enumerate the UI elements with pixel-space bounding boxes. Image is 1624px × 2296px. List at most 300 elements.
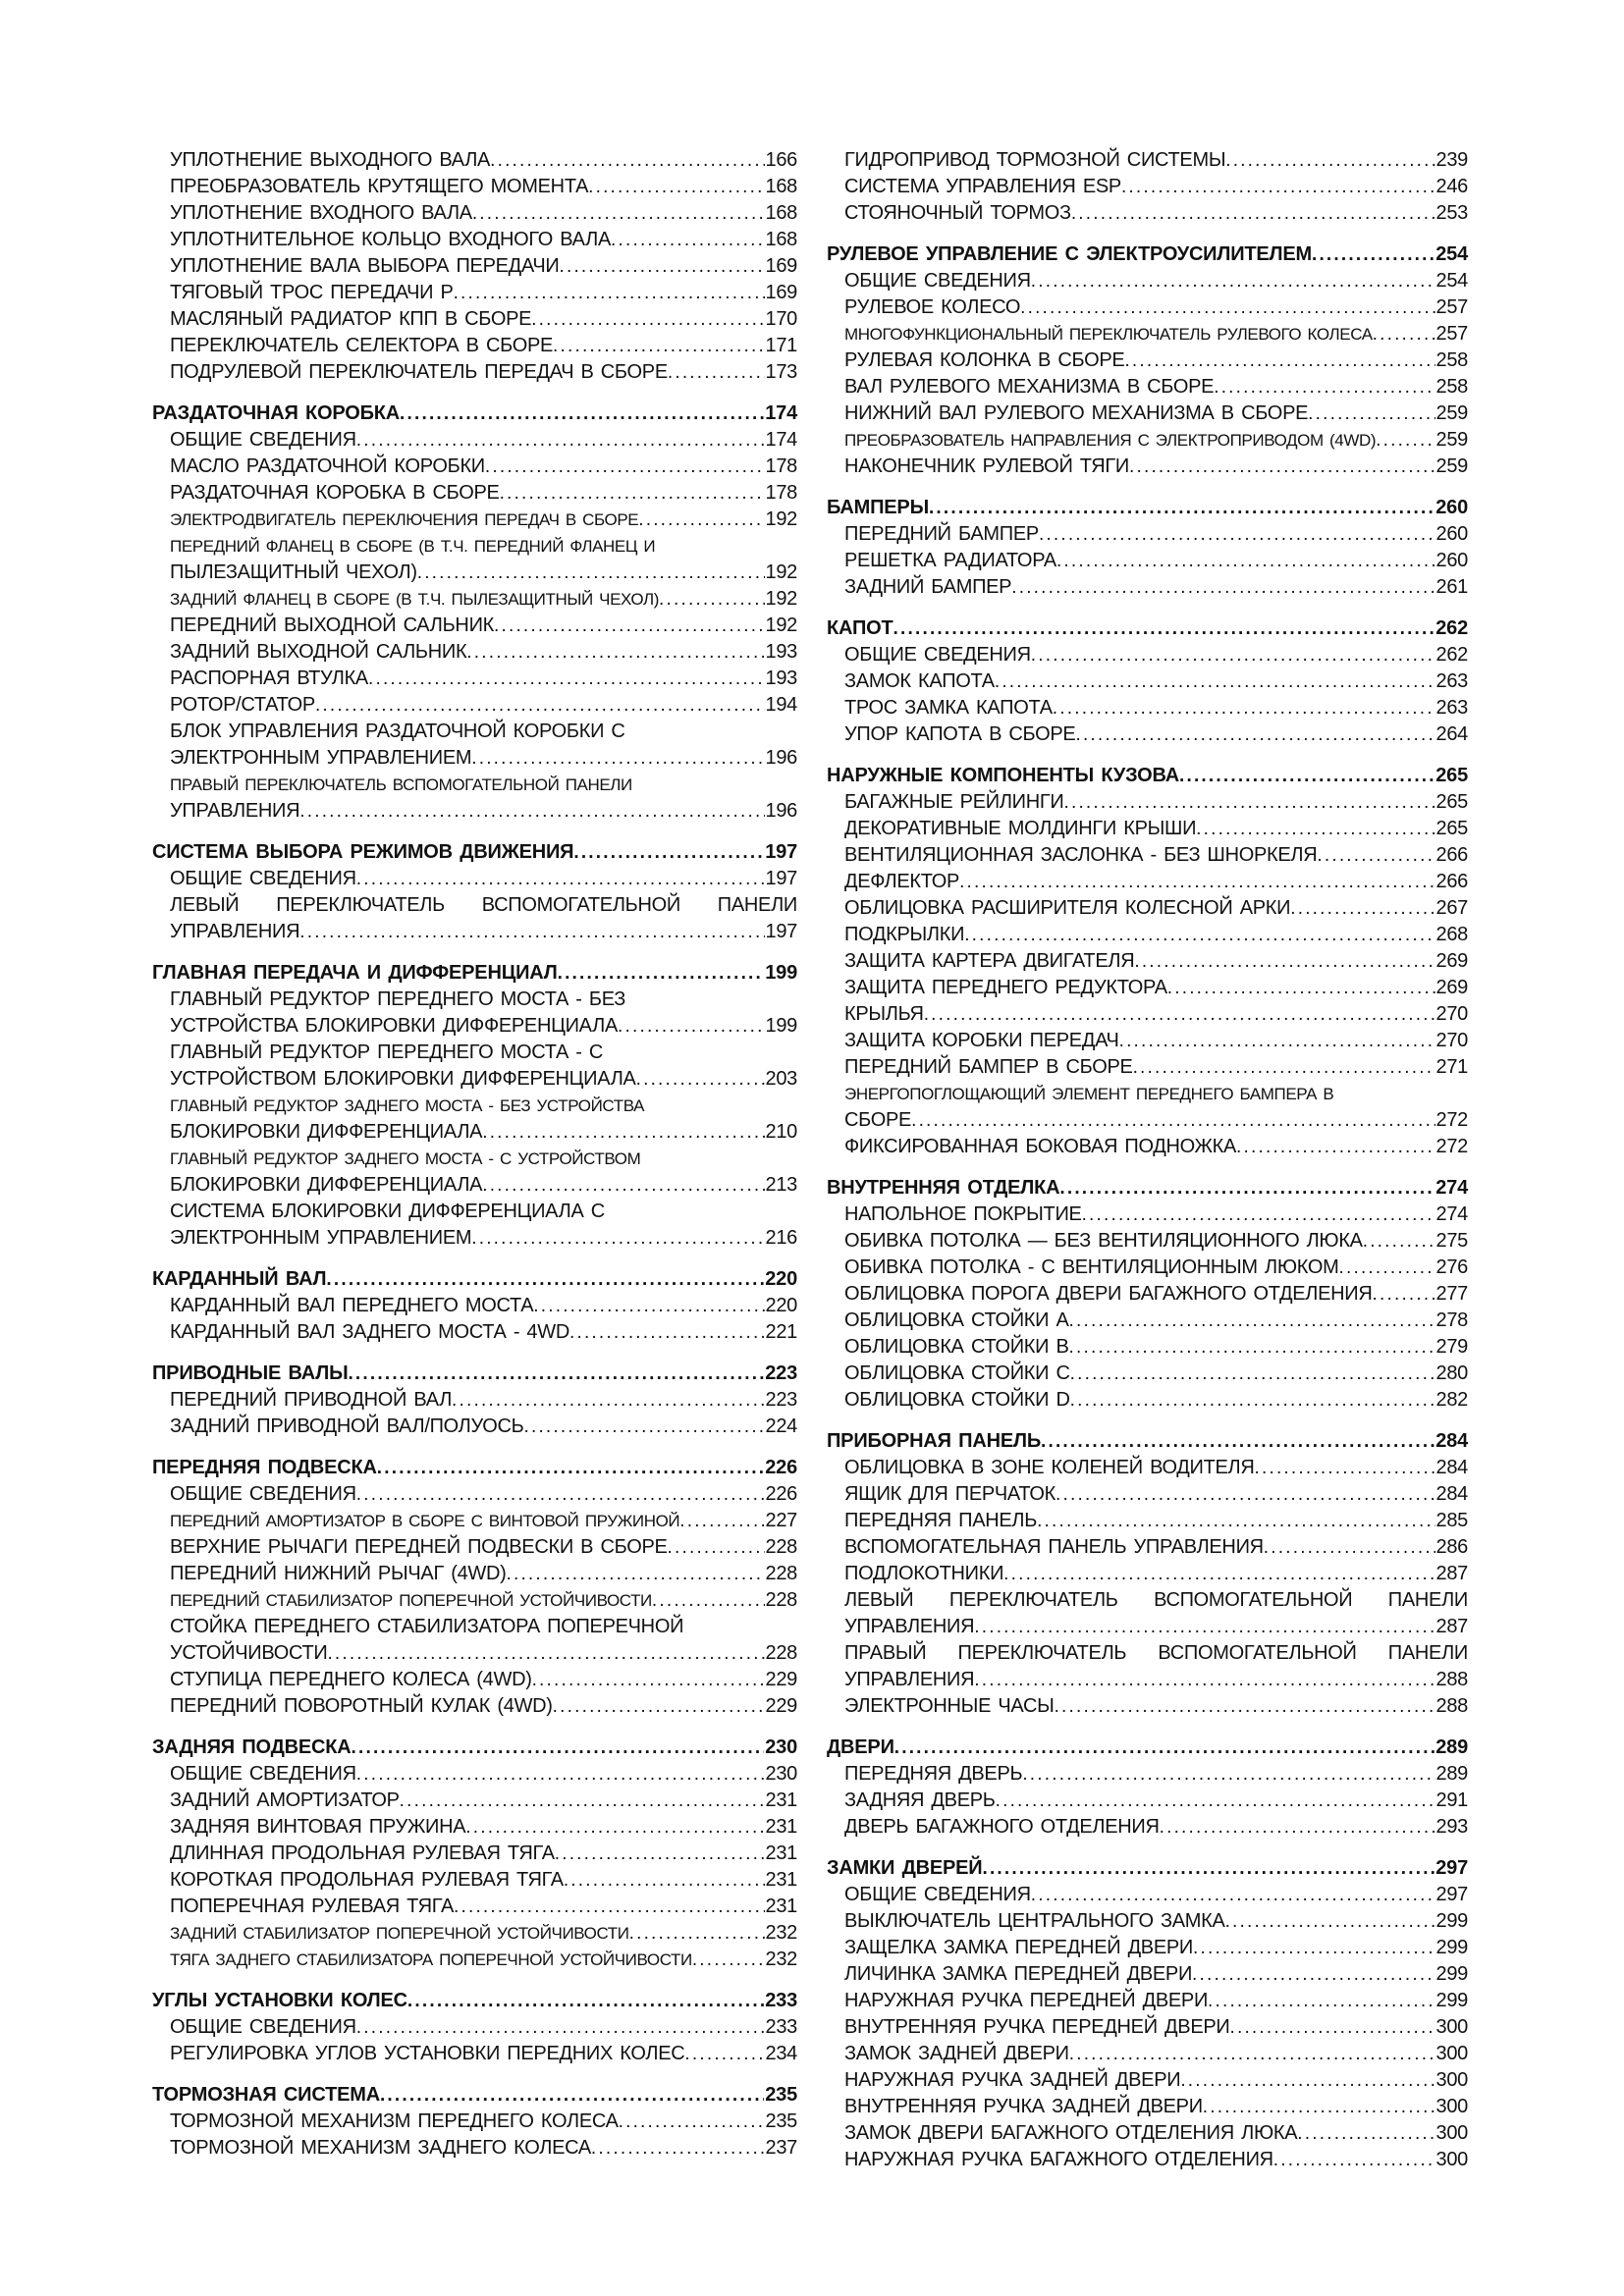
page-number: 282 <box>1435 1389 1468 1411</box>
toc-entry-line <box>827 816 1468 842</box>
dot-leader <box>1119 1028 1435 1054</box>
toc-entry-title: НАРУЖНАЯ РУЧКА ПЕРЕДНЕЙ ДВЕРИ <box>844 1990 1209 2011</box>
dot-leader <box>1011 574 1435 601</box>
toc-entry-title: УСТРОЙСТВА БЛОКИРОВКИ ДИФФЕРЕНЦИАЛА <box>170 1015 619 1037</box>
toc-entry-line <box>827 1387 1468 1414</box>
toc-entry-line <box>827 1481 1468 1508</box>
toc-entry-title: ЭЛЕКТРОННЫМ УПРАВЛЕНИЕМ <box>170 747 472 769</box>
page-number: 291 <box>1435 1789 1468 1811</box>
toc-entry-title: ЛИЧИНКА ЗАМКА ПЕРЕДНЕЙ ДВЕРИ <box>844 1963 1193 1985</box>
toc-section-title: ВНУТРЕННЯЯ ОТДЕЛКА <box>827 1177 1060 1199</box>
toc-entry-line <box>152 1587 797 1614</box>
dot-leader <box>356 2014 765 2041</box>
toc-entry-line <box>152 174 797 200</box>
toc-entry-line <box>827 1228 1468 1255</box>
toc-entry-title: ТЯГА ЗАДНЕГО СТАБИЛИЗАТОРА ПОПЕРЕЧНОЙ УСТОЙЧИВОСТИ <box>170 1950 692 1969</box>
page-number: 260 <box>1435 497 1468 518</box>
dot-leader <box>573 839 764 866</box>
page-number: 193 <box>765 641 797 663</box>
toc-entry-line <box>152 1387 797 1414</box>
toc-entry-line <box>152 1119 797 1146</box>
toc-entry-title: РЕГУЛИРОВКА УГЛОВ УСТАНОВКИ ПЕРЕДНИХ КОЛЕС <box>170 2043 685 2064</box>
page-number: 293 <box>1435 1816 1468 1838</box>
toc-entry-title: ЗАДНИЙ БАМПЕР <box>844 576 1012 598</box>
toc-section-heading <box>827 1855 1468 1882</box>
toc-entry-title: ЗАДНИЙ АМОРТИЗАТОР <box>170 1789 400 1811</box>
dot-leader <box>400 1788 765 1814</box>
toc-entry-title: ЗАДНИЙ СТАБИЛИЗАТОР ПОПЕРЕЧНОЙ УСТОЙЧИВОСТИ <box>170 1924 629 1943</box>
page-number: 254 <box>1435 270 1468 292</box>
toc-entry-line <box>827 1935 1468 1961</box>
toc-entry-line <box>152 253 797 280</box>
dot-leader <box>555 1841 765 1867</box>
dot-leader <box>454 1894 765 1920</box>
toc-entry-title: ПЕРЕДНЯЯ ДВЕРЬ <box>844 1763 1023 1785</box>
dot-leader <box>659 586 764 613</box>
dot-leader <box>974 1614 1435 1640</box>
dot-leader <box>299 919 764 945</box>
toc-entry-title: СТУПИЦА ПЕРЕДНЕГО КОЛЕСА (4WD) <box>170 1669 532 1690</box>
dot-leader <box>894 1735 1435 1761</box>
page-number: 299 <box>1435 1990 1468 2011</box>
toc-section-heading <box>152 1361 797 1387</box>
page-number: 231 <box>765 1842 797 1864</box>
dot-leader <box>1134 948 1435 975</box>
toc-entry-title: ПЕРЕДНИЙ ВЫХОДНОЙ САЛЬНИК <box>170 614 495 636</box>
toc-entry-title: БЛОК УПРАВЛЕНИЯ РАЗДАТОЧНОЙ КОРОБКИ С <box>170 721 625 742</box>
toc-entry-title: ВАЛ РУЛЕВОГО МЕХАНИЗМА В СБОРЕ <box>844 376 1215 398</box>
dot-leader <box>1373 1281 1435 1308</box>
dot-leader <box>652 1587 765 1614</box>
toc-section-title: ДВЕРИ <box>827 1736 894 1758</box>
toc-entry-line <box>152 692 797 719</box>
dot-leader <box>380 2082 764 2109</box>
page-number: 199 <box>765 962 797 984</box>
page-number: 233 <box>765 2016 797 2038</box>
page-number: 263 <box>1435 670 1468 692</box>
toc-entry-line <box>827 1334 1468 1361</box>
toc-entry-title: ПЕРЕДНИЙ ФЛАНЕЦ В СБОРЕ (В Т.Ч. ПЕРЕДНИЙ ФЛАНЕЦ И <box>170 537 656 556</box>
dot-leader <box>417 560 765 586</box>
page-number: 257 <box>1435 323 1468 345</box>
toc-entry-line <box>152 1841 797 1867</box>
page-number: 266 <box>1435 871 1468 892</box>
toc-entry-title: ПЕРЕДНИЙ СТАБИЛИЗАТОР ПОПЕРЕЧНОЙ УСТОЙЧИВОСТИ <box>170 1591 652 1610</box>
dot-leader <box>1180 2067 1435 2094</box>
page-number: 237 <box>765 2137 797 2159</box>
dot-leader <box>471 745 764 772</box>
toc-entry-line <box>827 374 1468 400</box>
page-number: 300 <box>1435 2122 1468 2144</box>
page-number: 253 <box>1435 202 1468 224</box>
dot-leader <box>924 1001 1435 1028</box>
dot-leader <box>356 1481 765 1508</box>
toc-entry-line <box>827 174 1468 200</box>
page-number: 199 <box>765 1015 797 1037</box>
page-number: 287 <box>1435 1616 1468 1637</box>
toc-section-heading <box>827 241 1468 268</box>
page-number: 279 <box>1435 1336 1468 1358</box>
toc-entry-line <box>152 1693 797 1720</box>
dot-leader <box>490 147 764 174</box>
toc-entry-title: ПЕРЕДНИЙ БАМПЕР <box>844 523 1039 545</box>
toc-section-title: НАРУЖНЫЕ КОМПОНЕНТЫ КУЗОВА <box>827 765 1179 786</box>
page-number: 168 <box>765 176 797 197</box>
toc-entry-title: ОБЩИЕ СВЕДЕНИЯ <box>844 1884 1031 1905</box>
toc-entry-line <box>827 721 1468 748</box>
dot-leader <box>1031 642 1435 668</box>
page-number: 264 <box>1435 723 1468 745</box>
toc-entry-line <box>152 1894 797 1920</box>
page-number: 272 <box>1435 1109 1468 1131</box>
page-number: 270 <box>1435 1003 1468 1025</box>
page-number: 233 <box>765 1990 797 2011</box>
dot-leader <box>1070 1387 1435 1414</box>
page-number: 197 <box>765 841 797 863</box>
dot-leader <box>1059 1175 1435 1201</box>
toc-entry-title: ЭЛЕКТРОННЫЕ ЧАСЫ <box>844 1695 1055 1717</box>
toc-entry-line <box>827 2147 1468 2173</box>
toc-entry-line <box>827 1614 1468 1640</box>
toc-entry-line <box>152 227 797 253</box>
page-number: 259 <box>1435 402 1468 424</box>
page-number: 277 <box>1435 1283 1468 1305</box>
dot-leader <box>591 2135 765 2162</box>
page-number: 272 <box>1435 1136 1468 1157</box>
page-number: 231 <box>765 1816 797 1838</box>
toc-section-heading <box>152 1455 797 1481</box>
page-number: 259 <box>1435 429 1468 451</box>
dot-leader <box>1208 1988 1435 2014</box>
toc-entry-line <box>827 200 1468 227</box>
dot-leader <box>1373 321 1435 347</box>
page-number: 228 <box>765 1642 797 1664</box>
toc-entry-line <box>152 1293 797 1319</box>
dot-leader <box>299 798 764 825</box>
page-number: 232 <box>765 1949 797 1970</box>
toc-entry-title: НАПОЛЬНОЕ ПОКРЫТИЕ <box>844 1203 1082 1225</box>
dot-leader <box>377 1455 764 1481</box>
toc-entry-title: ПРАВЫЙ ПЕРЕКЛЮЧАТЕЛЬ ВСПОМОГАТЕЛЬНОЙ ПАНЕЛИ <box>844 1642 1468 1664</box>
dot-leader <box>1071 200 1435 227</box>
dot-leader <box>348 1361 764 1387</box>
toc-entry-title: ЗАЩИТА КОРОБКИ ПЕРЕДАЧ <box>844 1030 1119 1051</box>
page-number: 239 <box>1435 149 1468 171</box>
page-number: 288 <box>1435 1695 1468 1717</box>
toc-entry-title: ЗАДНИЙ ФЛАНЕЦ В СБОРЕ (В Т.Ч. ПЫЛЕЗАЩИТНЫЙ ЧЕХОЛ) <box>170 590 660 609</box>
toc-entry-line <box>827 294 1468 321</box>
toc-entry-line <box>827 869 1468 895</box>
toc-entry-line <box>827 1361 1468 1387</box>
page-number: 280 <box>1435 1362 1468 1384</box>
page-number: 192 <box>765 588 797 610</box>
dot-leader <box>636 1066 765 1093</box>
toc-entry-title: УПРАВЛЕНИЯ <box>844 1616 975 1637</box>
toc-entry-line <box>827 2094 1468 2120</box>
dot-leader <box>1133 1054 1435 1081</box>
dot-leader <box>1082 1201 1435 1228</box>
page-number: 174 <box>765 429 797 451</box>
toc-entry-line <box>827 668 1468 695</box>
dot-leader <box>1041 1428 1435 1455</box>
dot-leader <box>531 306 764 333</box>
page-number: 284 <box>1435 1457 1468 1478</box>
toc-entry-line <box>827 1788 1468 1814</box>
toc-entry-title: РУЛЕВАЯ КОЛОНКА В СБОРЕ <box>844 349 1125 371</box>
dot-leader <box>1273 2147 1435 2173</box>
page-number: 223 <box>765 1389 797 1411</box>
toc-entry-title: ДВЕРЬ БАГАЖНОГО ОТДЕЛЕНИЯ <box>844 1816 1160 1838</box>
dot-leader <box>553 1693 765 1720</box>
page-number: 299 <box>1435 1963 1468 1985</box>
toc-entry-title: ДЕКОРАТИВНЫЕ МОЛДИНГИ КРЫШИ <box>844 818 1197 839</box>
toc-entry-title: ГЛАВНЫЙ РЕДУКТОР ПЕРЕДНЕГО МОСТА - БЕЗ <box>170 988 626 1010</box>
dot-leader <box>995 668 1435 695</box>
toc-entry-line <box>827 521 1468 548</box>
toc-entry-title: ОБЛИЦОВКА СТОЙКИ А <box>844 1309 1069 1331</box>
page-number: 261 <box>1435 576 1468 598</box>
toc-section-title: УГЛЫ УСТАНОВКИ КОЛЕС <box>152 1990 407 2011</box>
toc-entry-title: КАРДАННЫЙ ВАЛ ЗАДНЕГО МОСТА - 4WD <box>170 1321 569 1343</box>
dot-leader <box>1167 975 1435 1001</box>
page-number: 230 <box>765 1763 797 1785</box>
toc-entry-title: ОБЩИЕ СВЕДЕНИЯ <box>170 1763 356 1785</box>
dot-leader <box>482 1119 764 1146</box>
toc-entry-title: УСТРОЙСТВОМ БЛОКИРОВКИ ДИФФЕРЕНЦИАЛА <box>170 1068 636 1090</box>
toc-entry-line <box>152 1481 797 1508</box>
page-number: 210 <box>765 1121 797 1143</box>
page-number: 276 <box>1435 1256 1468 1278</box>
toc-section-heading <box>827 1735 1468 1761</box>
page-number: 230 <box>765 1736 797 1758</box>
toc-entry-line <box>827 1281 1468 1308</box>
toc-section-title: РУЛЕВОЕ УПРАВЛЕНИЕ С ЭЛЕКТРОУСИЛИТЕЛЕМ <box>827 243 1312 265</box>
toc-entry-line <box>152 1867 797 1894</box>
toc-entry-title: ПЕРЕКЛЮЧАТЕЛЬ СЕЛЕКТОРА В СБОРЕ <box>170 335 554 356</box>
page-number: 300 <box>1435 2149 1468 2170</box>
page-number: 235 <box>765 2084 797 2106</box>
page-number: 274 <box>1435 1177 1468 1199</box>
toc-entry-title: ОБЩИЕ СВЕДЕНИЯ <box>844 644 1031 666</box>
toc-entry-title: УПОР КАПОТА В СБОРЕ <box>844 723 1076 745</box>
page-number: 220 <box>765 1268 797 1290</box>
dot-leader <box>327 1640 764 1667</box>
toc-entry-line <box>152 359 797 386</box>
toc-entry-title: НАРУЖНАЯ РУЧКА БАГАЖНОГО ОТДЕЛЕНИЯ <box>844 2149 1273 2170</box>
toc-entry-title: РАЗДАТОЧНАЯ КОРОБКА В СБОРЕ <box>170 482 500 504</box>
toc-entry-title: ОБЩИЕ СВЕДЕНИЯ <box>170 868 356 889</box>
page-number: 178 <box>765 455 797 477</box>
toc-entry-title: УПРАВЛЕНИЯ <box>170 800 300 822</box>
page-number: 259 <box>1435 455 1468 477</box>
dot-leader <box>629 1920 765 1947</box>
toc-section-heading <box>152 960 797 987</box>
toc-entry-line <box>152 1199 797 1225</box>
dot-leader <box>1056 1481 1435 1508</box>
toc-entry-line <box>827 548 1468 574</box>
dot-leader <box>679 1508 764 1534</box>
toc-entry-line <box>827 695 1468 721</box>
toc-entry-title: ТРОС ЗАМКА КАПОТА <box>844 697 1053 719</box>
dot-leader <box>638 507 764 533</box>
toc-entry-line <box>827 1814 1468 1841</box>
toc-entry-title: ВНУТРЕННЯЯ РУЧКА ПЕРЕДНЕЙ ДВЕРИ <box>844 2016 1230 2038</box>
toc-entry-title: СБОРЕ <box>844 1109 912 1131</box>
toc-section-heading <box>152 400 797 427</box>
toc-entry-title: ОБЛИЦОВКА ПОРОГА ДВЕРИ БАГАЖНОГО ОТДЕЛЕНИЯ <box>844 1283 1373 1305</box>
dot-leader <box>1255 1455 1435 1481</box>
page-number: 278 <box>1435 1309 1468 1331</box>
page-number: 263 <box>1435 697 1468 719</box>
dot-leader <box>1264 1534 1435 1561</box>
dot-leader <box>454 280 765 306</box>
page-number: 169 <box>765 282 797 303</box>
dot-leader <box>959 869 1435 895</box>
toc-entry-line <box>152 1614 797 1640</box>
toc-entry-line <box>152 1172 797 1199</box>
toc-entry-line <box>152 1146 797 1172</box>
toc-entry-line <box>152 2135 797 2162</box>
dot-leader <box>1031 268 1435 294</box>
toc-entry-title: ПОДРУЛЕВОЙ ПЕРЕКЛЮЧАТЕЛЬ ПЕРЕДАЧ В СБОРЕ <box>170 361 668 383</box>
dot-leader <box>668 1534 765 1561</box>
dot-leader <box>1069 2041 1435 2067</box>
toc-entry-title: КРЫЛЬЯ <box>844 1003 924 1025</box>
toc-entry-line <box>152 666 797 692</box>
dot-leader <box>400 400 764 427</box>
toc-entry-line <box>152 1093 797 1119</box>
toc-entry-line <box>827 1667 1468 1693</box>
dot-leader <box>452 1387 764 1414</box>
page-number: 220 <box>765 1295 797 1316</box>
dot-leader <box>996 1788 1435 1814</box>
toc-entry-line <box>827 1028 1468 1054</box>
page-number: 203 <box>765 1068 797 1090</box>
toc-entry-title: ФИКСИРОВАННАЯ БОКОВАЯ ПОДНОЖКА <box>844 1136 1237 1157</box>
page-number: 300 <box>1435 2016 1468 2038</box>
page-number: 300 <box>1435 2069 1468 2091</box>
toc-entry-title: ГИДРОПРИВОД ТОРМОЗНОЙ СИСТЕМЫ <box>844 149 1226 171</box>
toc-entry-line <box>152 1225 797 1252</box>
page-number: 260 <box>1435 523 1468 545</box>
page-number: 299 <box>1435 1910 1468 1932</box>
toc-section-title: ЗАДНЯЯ ПОДВЕСКА <box>152 1736 352 1758</box>
toc-entry-title: ПЕРЕДНИЙ ПОВОРОТНЫЙ КУЛАК (4WD) <box>170 1695 553 1717</box>
toc-entry-line <box>152 586 797 613</box>
dot-leader <box>1225 147 1435 174</box>
toc-section-heading <box>827 495 1468 521</box>
toc-entry-title: ОБЩИЕ СВЕДЕНИЯ <box>170 1483 356 1505</box>
page-number: 231 <box>765 1789 797 1811</box>
toc-entry-line <box>827 1640 1468 1667</box>
toc-entry-line <box>827 1455 1468 1481</box>
toc-entry-title: ОБЩИЕ СВЕДЕНИЯ <box>170 2016 356 2038</box>
page-number: 265 <box>1435 818 1468 839</box>
toc-entry-line <box>827 2014 1468 2041</box>
toc-entry-line <box>827 2067 1468 2094</box>
toc-entry-title: УПРАВЛЕНИЯ <box>844 1669 975 1690</box>
dot-leader <box>619 2109 765 2135</box>
toc-entry-line <box>827 1693 1468 1720</box>
dot-leader <box>1075 721 1435 748</box>
toc-entry-line <box>827 1054 1468 1081</box>
page-number: 192 <box>765 508 797 530</box>
toc-entry-title: РЕШЕТКА РАДИАТОРА <box>844 550 1056 571</box>
toc-entry-title: ЭНЕРГОПОГЛОЩАЮЩИЙ ЭЛЕМЕНТ ПЕРЕДНЕГО БАМПЕРА В <box>844 1085 1334 1103</box>
page-number: 287 <box>1435 1563 1468 1584</box>
toc-section-title: РАЗДАТОЧНАЯ КОРОБКА <box>152 402 401 424</box>
dot-leader <box>507 1561 765 1587</box>
toc-entry-title: ОБЛИЦОВКА СТОЙКИ D <box>844 1389 1070 1411</box>
toc-entry-line <box>827 975 1468 1001</box>
toc-entry-title: ТЯГОВЫЙ ТРОС ПЕРЕДАЧИ Р <box>170 282 454 303</box>
dot-leader <box>356 1761 765 1788</box>
dot-leader <box>1230 2014 1435 2041</box>
page-number: 262 <box>1435 644 1468 666</box>
toc-section-title: БАМПЕРЫ <box>827 497 929 518</box>
page-number: 221 <box>765 1321 797 1343</box>
toc-entry-line <box>152 639 797 666</box>
page-number: 269 <box>1435 977 1468 998</box>
page-number: 274 <box>1435 1203 1468 1225</box>
toc-entry-line <box>152 2109 797 2135</box>
dot-leader <box>684 2041 764 2067</box>
toc-entry-title: СТОЯНОЧНЫЙ ТОРМОЗ <box>844 202 1071 224</box>
page-number: 197 <box>765 868 797 889</box>
toc-entry-line <box>152 280 797 306</box>
toc-entry-line <box>827 1908 1468 1935</box>
toc-section-heading <box>152 1988 797 2014</box>
toc-entry-title: ТОРМОЗНОЙ МЕХАНИЗМ ЗАДНЕГО КОЛЕСА <box>170 2137 591 2159</box>
toc-entry-title: ПОПЕРЕЧНАЯ РУЛЕВАЯ ТЯГА <box>170 1896 455 1917</box>
toc-entry-line <box>827 922 1468 948</box>
dot-leader <box>692 1947 765 1973</box>
dot-leader <box>553 333 764 359</box>
page-number: 284 <box>1435 1430 1468 1452</box>
dot-leader <box>494 613 765 639</box>
page-number: 178 <box>765 482 797 504</box>
dot-leader <box>559 253 764 280</box>
toc-section-title: ПЕРЕДНЯЯ ПОДВЕСКА <box>152 1457 377 1478</box>
toc-entry-title: ВСПОМОГАТЕЛЬНАЯ ПАНЕЛЬ УПРАВЛЕНИЯ <box>844 1536 1264 1558</box>
toc-entry-title: ВНУТРЕННЯЯ РУЧКА ЗАДНЕЙ ДВЕРИ <box>844 2096 1203 2117</box>
page-number: 223 <box>765 1362 797 1384</box>
toc-section-heading <box>152 2082 797 2109</box>
toc-entry-line <box>827 1988 1468 2014</box>
toc-section-title: СИСТЕМА ВЫБОРА РЕЖИМОВ ДВИЖЕНИЯ <box>152 841 574 863</box>
page-number: 228 <box>765 1536 797 1558</box>
toc-column-right <box>827 147 1468 2173</box>
toc-entry-line <box>152 2014 797 2041</box>
toc-entry-line <box>827 574 1468 601</box>
dot-leader <box>964 922 1435 948</box>
toc-entry-title: РОТОР/СТАТОР <box>170 694 315 716</box>
toc-entry-line <box>827 427 1468 454</box>
page-number: 170 <box>765 308 797 330</box>
page-number: 229 <box>765 1669 797 1690</box>
dot-leader <box>1056 548 1435 574</box>
toc-entry-line <box>152 1013 797 1040</box>
toc-entry-title: КАРДАННЫЙ ВАЛ ПЕРЕДНЕГО МОСТА <box>170 1295 534 1316</box>
dot-leader <box>466 639 764 666</box>
toc-entry-line <box>152 1947 797 1973</box>
page-number: 234 <box>765 2043 797 2064</box>
toc-entry-line <box>152 1788 797 1814</box>
toc-entry-line <box>152 1667 797 1693</box>
dot-leader <box>588 174 764 200</box>
dot-leader <box>911 1107 1435 1134</box>
toc-entry-title: ВЕНТИЛЯЦИОННАЯ ЗАСЛОНКА - БЕЗ ШНОРКЕЛЯ <box>844 844 1318 866</box>
